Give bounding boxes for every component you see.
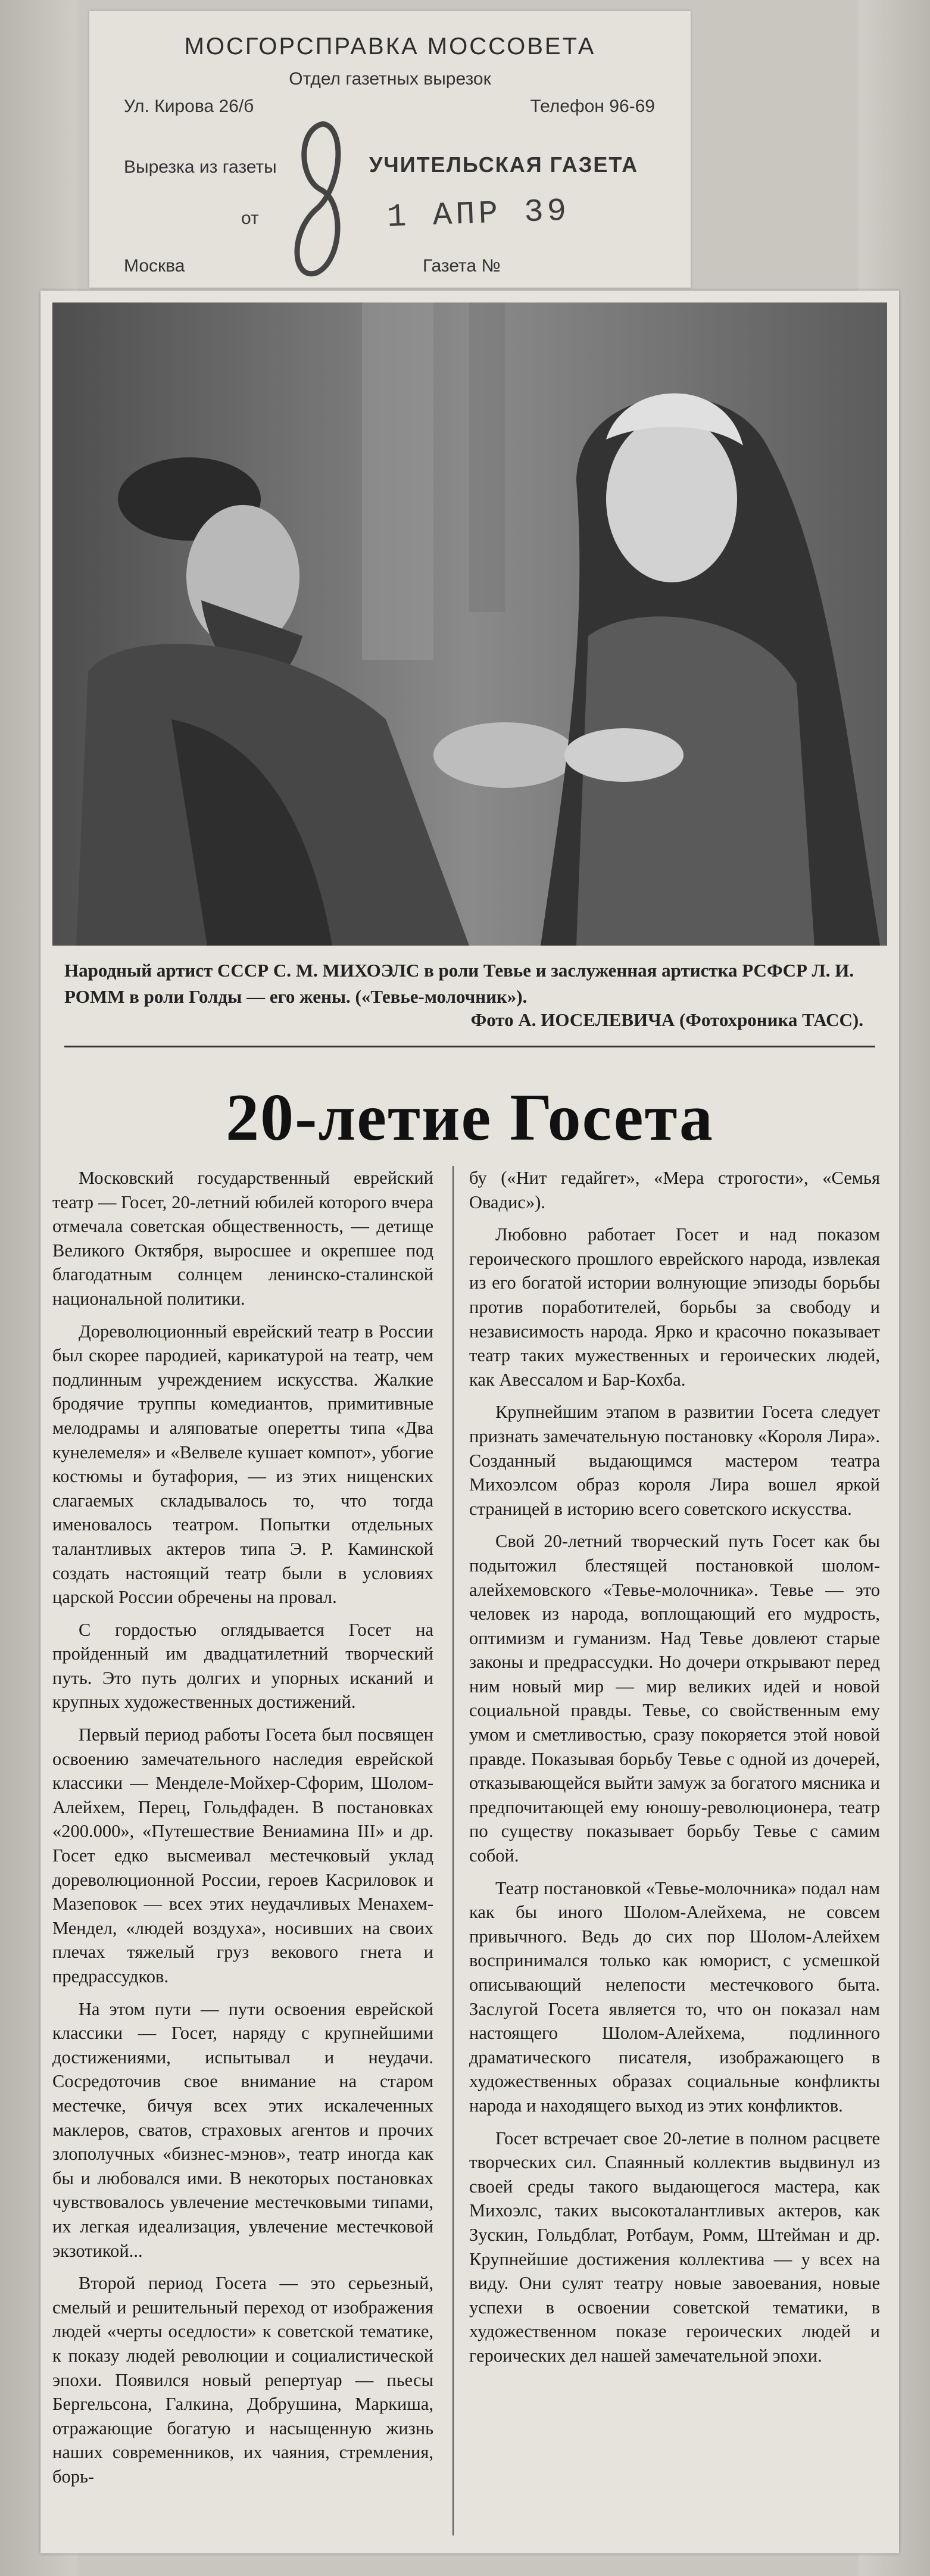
newspaper-clipping [40, 291, 899, 2553]
slip-cut-from-label: Вырезка из газеты [124, 157, 277, 177]
paragraph: С гордостью оглядывается Госет на пройденный им двадцатилетний творческий путь. Это путь долгих и упорных исканий и крупных художественных достижений. [52, 1619, 433, 1713]
photo-illustration [52, 302, 887, 946]
column-divider [452, 1166, 454, 2536]
slip-paper-name: УЧИТЕЛЬСКАЯ ГАЗЕТА [369, 152, 639, 177]
article-column-left [52, 1166, 433, 2497]
photo-credit: Фото А. ИОСЕЛЕВИЧА (Фотохроника ТАСС). [470, 1009, 863, 1030]
handwritten-number-8 [286, 112, 351, 291]
paragraph: Любовно работает Госет и над показом героического прошлого еврейского народа, извлекая из его богатой истории волнующие эпизоды борьбы против поработителей, борьбы за свободу и независимость народа. Ярко и красочно показывает театр таких мужественных и героических людей, как Авессалом и Бар-Кохба. [469, 1224, 880, 1390]
paragraph: Театр постановкой «Тевье-молочника» подал нам как бы иного Шолом-Алейхема, не совсем привычного. Ведь до сих пор Шолом-Алейхем воспринимался только как юморист, с усмешкой описывающий нелепости местечкового быта. Заслугой Госета является то, что он показал нам настоящего Шолом-Алейхема, подлинного драматического писателя, изображающего в художественных образах социальные конфликты народа и находящего выход из этих конфликтов. [469, 1878, 880, 2116]
paragraph: Госет встречает свое 20-летие в полном расцвете творческих сил. Спаянный коллектив выдвинул из своей среды такого выдающегося мастера, как Михоэлс, таких высокоталантливых актеров, как Зускин, Гольдблат, Ротбаум, Ромм, Штейман и др. Крупнейшие достижения коллектива — у всех на виду. Они сулят театру новые завоевания, новые успехи в освоении советской тематики, в художественном показе героических людей и героических дел нашей замечательной эпохи. [469, 2128, 880, 2366]
slip-address: Ул. Кирова 26/б [124, 96, 254, 116]
clipping-bureau-slip [89, 11, 691, 288]
paragraph: Свой 20-летний творческий путь Госет как бы подытожил блестящей постановкой шолом-алейхемовского «Тевье-молочника». Тевье — это человек из народа, воплощающий его мудрость, оптимизм и гуманизм. Над Тевье довлеют старые законы и предрассудки. Но дочери открывают перед ним новый мир — мир великих идей и новой социальной правды. Тевье, со свойственным ему умом и сметливостью, сразу покоряется этой новой правде. Показывая борьбу Тевье с одной из дочерей, отказывающейся выйти замуж за богатого мясника и предпочитающей ему юношу-революционера, театр по существу показывает борьбу Тевье с самим собой. [469, 1531, 880, 1866]
paragraph: Московский государственный еврейский театр — Госет, 20-летний юбилей которого вчера отмечала советская общественность, — детище Великого Октября, выросшее и окрепшее под благодатным солнцем ленинско-сталинской национальной политики. [52, 1168, 433, 1309]
article-headline: 20-летие Госета [226, 1081, 714, 1155]
slip-city: Москва [124, 256, 185, 276]
paragraph: Крупнейшим этапом в развитии Госета следует признать замечательную постановку «Короля Лира». Созданный выдающимся мастером театра Михоэлсом образ короля Лира вошел яркой страницей в историю всего советского искусства. [469, 1402, 880, 1519]
slip-from-label: от [241, 208, 259, 228]
theatre-photo [52, 302, 887, 946]
date-stamp: 1 АПР 39 [386, 193, 571, 236]
slip-dept: Отдел газетных вырезок [289, 69, 491, 89]
paragraph: Второй период Госета — это серьезный, смелый и решительный переход от изображения людей «черты оседлости» к советской тематике, к показу людей революции и социалистической эпохи. Появился новый репертуар — пьесы Бергельсона, Галкина, Добрушина, Маркиша, отражающие богатую и насыщенную жизнь наших современников, их чаяния, стремления, борь- [52, 2273, 433, 2487]
paragraph: Дореволюционный еврейский театр в России был скорее пародией, карикатурой на театр, чем подлинным учреждением искусства. Жалкие бродячие труппы комедиантов, примитивные мелодрамы и аляповатые оперетты типа «Два кунелемеля» и «Велвеле кушает компот», убогие костюмы и бутафория, — из этих нищенских слагаемых складывалось то, что тогда именовалось театром. Попытки отдельных талантливых актеров типа Э. Р. Каминской создать настоящий театр были в условиях царской России обречены на провал. [52, 1321, 433, 1608]
paragraph: На этом пути — пути освоения еврейской классики — Госет, наряду с крупнейшими достижениями, испытывал и неудачи. Сосредоточив свое внимание на старом местечке, бичуя всех этих искалеченных маклеров, сватов, страховых агентов и прочих злополучных «бизнес-мэнов», театр иногда как бы и любовался ими. В некоторых постановках чувствовалось увлечение местечковыми типами, их легкая идеализация, увлечение местечковой экзотикой... [52, 1998, 433, 2261]
photo-caption: Народный артист СССР С. М. МИХОЭЛС в роли Тевье и заслуженная артистка РСФСР Л. И. РОММ в роли Голды — его жены. («Тевье-молочник»). [64, 960, 854, 1007]
paragraph: бу («Нит гедайгет», «Мера строгости», «Семья Овадис»). [469, 1168, 880, 1212]
slip-phone: Телефон 96-69 [530, 96, 655, 116]
paragraph: Первый период работы Госета был посвящен освоению замечательного наследия еврейской классики — Менделе-Мойхер-Сфорим, Шолом-Алейхем, Перец, Гольдфаден. В постановках «200.000», «Путешествие Вениамина III» и др. Госет едко высмеивал местечковый уклад дореволюционной России, героев Касриловок и Мазеповок — всех этих неудачливых Менахем-Мендел, «людей воздуха», носивших на своих плечах тяжелый груз векового гнета и предрассудков. [52, 1724, 433, 1986]
caption-rule [64, 1046, 875, 1047]
slip-org: МОСГОРСПРАВКА МОССОВЕТА [184, 33, 596, 60]
article-column-right [469, 1166, 880, 2377]
slip-paper-number-label: Газета № [423, 256, 501, 276]
